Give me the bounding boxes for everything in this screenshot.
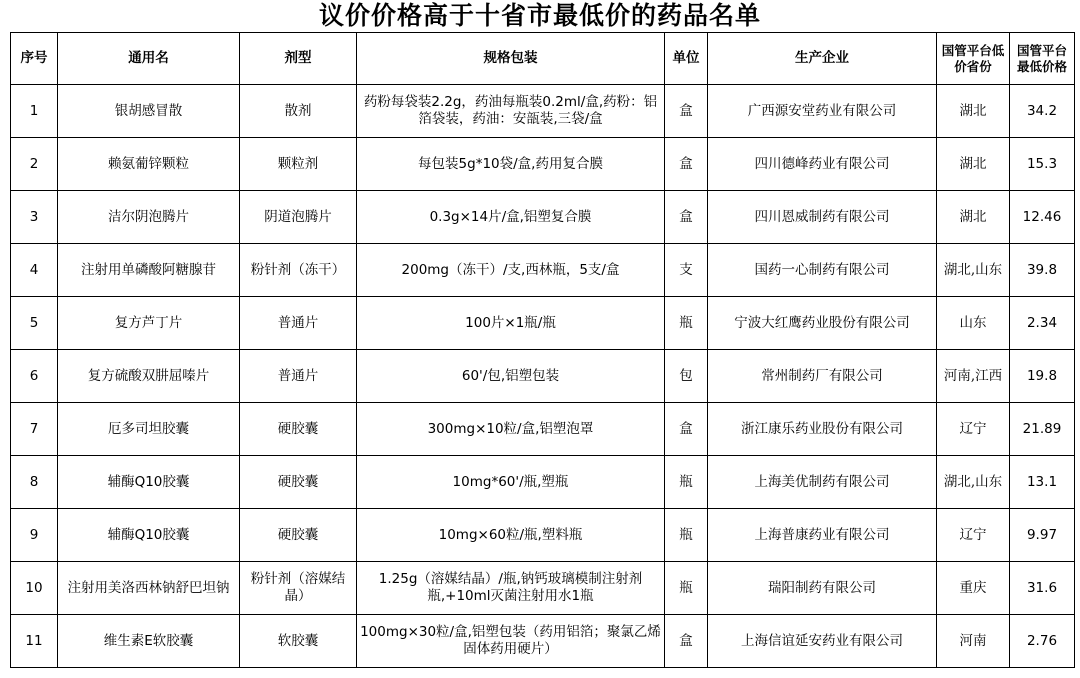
cell-spec: 0.3g×14片/盒,铝塑复合膜 <box>357 191 665 244</box>
cell-name: 复方硫酸双肼屈嗪片 <box>58 350 240 403</box>
header-spec: 规格包装 <box>357 33 665 85</box>
table-row <box>11 456 1075 509</box>
table-row <box>11 244 1075 297</box>
cell-index: 7 <box>11 403 58 456</box>
cell-maker: 浙江康乐药业股份有限公司 <box>708 403 937 456</box>
cell-spec: 60'/包,铝塑包装 <box>357 350 665 403</box>
cell-price: 21.89 <box>1010 403 1075 456</box>
cell-index: 11 <box>11 615 58 668</box>
cell-spec: 药粉每袋装2.2g，药油每瓶装0.2ml/盒,药粉：铝箔袋装，药油：安瓿装,三袋/盒 <box>357 85 665 138</box>
cell-index: 8 <box>11 456 58 509</box>
cell-price: 34.2 <box>1010 85 1075 138</box>
cell-unit: 盒 <box>665 615 708 668</box>
cell-form: 颗粒剂 <box>240 138 357 191</box>
cell-province: 河南,江西 <box>937 350 1010 403</box>
cell-maker: 四川恩威制药有限公司 <box>708 191 937 244</box>
cell-maker: 四川德峰药业有限公司 <box>708 138 937 191</box>
cell-index: 6 <box>11 350 58 403</box>
cell-index: 4 <box>11 244 58 297</box>
cell-price: 9.97 <box>1010 509 1075 562</box>
cell-name: 赖氨葡锌颗粒 <box>58 138 240 191</box>
cell-index: 3 <box>11 191 58 244</box>
cell-province: 湖北,山东 <box>937 244 1010 297</box>
cell-name: 洁尔阴泡腾片 <box>58 191 240 244</box>
header-name: 通用名 <box>58 33 240 85</box>
header-row <box>11 33 1075 85</box>
cell-province: 湖北 <box>937 85 1010 138</box>
cell-spec: 100mg×30粒/盒,铝塑包装（药用铝箔；聚氯乙烯固体药用硬片） <box>357 615 665 668</box>
page-title: 议价价格高于十省市最低价的药品名单 <box>318 1 761 30</box>
cell-name: 辅酶Q10胶囊 <box>58 509 240 562</box>
cell-index: 9 <box>11 509 58 562</box>
cell-spec: 1.25g（溶媒结晶）/瓶,钠钙玻璃模制注射剂瓶,+10ml灭菌注射用水1瓶 <box>357 562 665 615</box>
table-row <box>11 403 1075 456</box>
cell-province: 湖北 <box>937 191 1010 244</box>
cell-unit: 盒 <box>665 403 708 456</box>
cell-price: 39.8 <box>1010 244 1075 297</box>
cell-maker: 宁波大红鹰药业股份有限公司 <box>708 297 937 350</box>
cell-spec: 100片×1瓶/瓶 <box>357 297 665 350</box>
cell-price: 12.46 <box>1010 191 1075 244</box>
cell-province: 辽宁 <box>937 509 1010 562</box>
cell-maker: 上海美优制药有限公司 <box>708 456 937 509</box>
cell-form: 普通片 <box>240 297 357 350</box>
cell-unit: 盒 <box>665 138 708 191</box>
header-form: 剂型 <box>240 33 357 85</box>
cell-price: 15.3 <box>1010 138 1075 191</box>
cell-form: 硬胶囊 <box>240 509 357 562</box>
cell-maker: 瑞阳制药有限公司 <box>708 562 937 615</box>
table-row <box>11 509 1075 562</box>
cell-province: 湖北 <box>937 138 1010 191</box>
table-row <box>11 85 1075 138</box>
cell-index: 10 <box>11 562 58 615</box>
cell-maker: 上海信谊延安药业有限公司 <box>708 615 937 668</box>
cell-maker: 上海普康药业有限公司 <box>708 509 937 562</box>
cell-unit: 瓶 <box>665 509 708 562</box>
cell-province: 湖北,山东 <box>937 456 1010 509</box>
cell-index: 1 <box>11 85 58 138</box>
cell-province: 重庆 <box>937 562 1010 615</box>
cell-spec: 每包装5g*10袋/盒,药用复合膜 <box>357 138 665 191</box>
table-row <box>11 191 1075 244</box>
cell-index: 5 <box>11 297 58 350</box>
cell-form: 软胶囊 <box>240 615 357 668</box>
cell-maker: 常州制药厂有限公司 <box>708 350 937 403</box>
cell-name: 注射用美洛西林钠舒巴坦钠 <box>58 562 240 615</box>
cell-name: 维生素E软胶囊 <box>58 615 240 668</box>
cell-unit: 包 <box>665 350 708 403</box>
cell-province: 辽宁 <box>937 403 1010 456</box>
cell-spec: 10mg×60粒/瓶,塑料瓶 <box>357 509 665 562</box>
table-row <box>11 562 1075 615</box>
cell-price: 31.6 <box>1010 562 1075 615</box>
cell-form: 粉针剂（冻干） <box>240 244 357 297</box>
cell-form: 粉针剂（溶媒结晶） <box>240 562 357 615</box>
cell-unit: 瓶 <box>665 297 708 350</box>
cell-price: 13.1 <box>1010 456 1075 509</box>
cell-name: 复方芦丁片 <box>58 297 240 350</box>
cell-price: 2.76 <box>1010 615 1075 668</box>
table-row <box>11 350 1075 403</box>
cell-maker: 国药一心制药有限公司 <box>708 244 937 297</box>
cell-spec: 10mg*60'/瓶,塑瓶 <box>357 456 665 509</box>
cell-name: 厄多司坦胶囊 <box>58 403 240 456</box>
cell-unit: 盒 <box>665 85 708 138</box>
cell-unit: 盒 <box>665 191 708 244</box>
cell-form: 阴道泡腾片 <box>240 191 357 244</box>
cell-maker: 广西源安堂药业有限公司 <box>708 85 937 138</box>
cell-form: 散剂 <box>240 85 357 138</box>
cell-form: 硬胶囊 <box>240 456 357 509</box>
cell-spec: 200mg（冻干）/支,西林瓶，5支/盒 <box>357 244 665 297</box>
drug-table <box>10 32 1075 668</box>
cell-form: 硬胶囊 <box>240 403 357 456</box>
cell-price: 2.34 <box>1010 297 1075 350</box>
cell-spec: 300mg×10粒/盒,铝塑泡罩 <box>357 403 665 456</box>
table-row <box>11 615 1075 668</box>
cell-name: 注射用单磷酸阿糖腺苷 <box>58 244 240 297</box>
header-unit: 单位 <box>665 33 708 85</box>
header-province: 国管平台低价省份 <box>937 33 1010 85</box>
cell-unit: 瓶 <box>665 562 708 615</box>
cell-form: 普通片 <box>240 350 357 403</box>
table-row <box>11 138 1075 191</box>
cell-name: 辅酶Q10胶囊 <box>58 456 240 509</box>
cell-province: 河南 <box>937 615 1010 668</box>
cell-name: 银胡感冒散 <box>58 85 240 138</box>
header-price: 国管平台最低价格 <box>1010 33 1075 85</box>
table-row <box>11 297 1075 350</box>
cell-price: 19.8 <box>1010 350 1075 403</box>
cell-unit: 瓶 <box>665 456 708 509</box>
cell-unit: 支 <box>665 244 708 297</box>
header-index: 序号 <box>11 33 58 85</box>
cell-index: 2 <box>11 138 58 191</box>
header-maker: 生产企业 <box>708 33 937 85</box>
cell-province: 山东 <box>937 297 1010 350</box>
